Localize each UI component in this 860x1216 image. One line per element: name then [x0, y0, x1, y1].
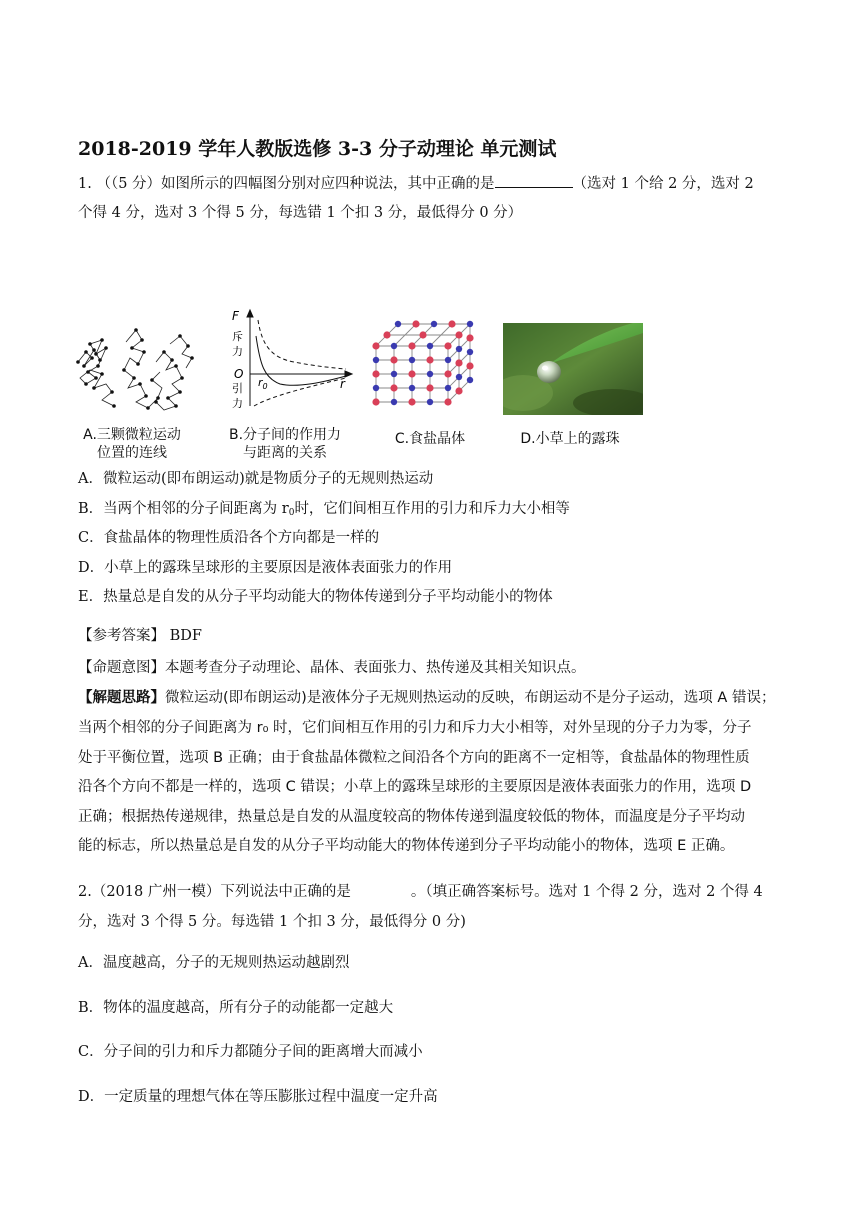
answer-label: 【参考答案】 — [78, 628, 165, 644]
q2-option-a: A．温度越高，分子的无规则热运动越剧烈 — [78, 955, 350, 971]
label-repulsion-1: 斥 — [232, 330, 243, 343]
figure-b-caption: B.分子间的作用力 与距离的关系 — [228, 427, 342, 461]
origin-label: O — [234, 367, 244, 381]
intent-label: 【命题意图】 — [78, 660, 165, 676]
q1-analysis-line6: 能的标志，所以热量总是自发的从分子平均动能大的物体传递到分子平均动能小的物体，选项 E 正确。 — [78, 838, 735, 854]
q1-option-c: C．食盐晶体的物理性质沿各个方向都是一样的 — [78, 530, 380, 546]
figure-d-caption: D.小草上的露珠 — [520, 431, 620, 447]
label-attraction-2: 力 — [232, 397, 243, 410]
analysis-label: 【解题思路】 — [78, 690, 165, 706]
q1-stem-scoring: （选对 1 个给 2 分，选对 2 — [572, 176, 754, 192]
q1-stem-text: 1. （（5 分）如图所示的四幅图分别对应四种说法，其中正确的是 — [78, 176, 495, 192]
q1-analysis-line5: 正确；根据热传递规律，热量总是自发的从温度较高的物体传递到温度较低的物体，而温度是分子平均动 — [78, 809, 745, 825]
q1-analysis-line2: 当两个相邻的分子间距离为 r₀ 时，它们间相互作用的引力和斥力大小相等，对外呈现的分子力为零，分子 — [78, 720, 752, 736]
label-repulsion-2: 力 — [232, 345, 243, 358]
q2-stem-line1: 2.（2018 广州一模）下列说法中正确的是 。（填正确答案标号。选对 1 个得 2 分，选对 2 个得 4 — [78, 884, 763, 900]
document-title: 2018-2019 学年人教版选修 3-3 分子动理论 单元测试 — [78, 138, 557, 160]
axis-label-f: F — [232, 309, 239, 323]
net-force-curve — [256, 336, 346, 385]
axis-label-r: r — [340, 377, 345, 391]
q2-option-b: B．物体的温度越高，所有分子的动能都一定越大 — [78, 1000, 394, 1016]
q1-option-e: E．热量总是自发的从分子平均动能大的物体传递到分子平均动能小的物体 — [78, 589, 553, 605]
q2-option-c: C．分子间的引力和斥力都随分子间的距离增大而减小 — [78, 1044, 423, 1060]
brownian-motion-figure — [72, 322, 196, 414]
dewdrop-photo — [503, 323, 643, 415]
q1-reference-answer — [78, 624, 202, 645]
label-attraction-1: 引 — [232, 382, 243, 395]
r0-label: $r_0$ — [258, 376, 268, 391]
answer-value: BDF — [169, 628, 202, 644]
y-axis-arrow — [247, 310, 253, 317]
particle-positions — [76, 328, 194, 410]
q1-stem-line2: 个得 4 分，选对 3 个得 5 分，每选错 1 个扣 3 分，最低得分 0 分） — [78, 205, 523, 221]
repulsion-curve — [258, 320, 346, 369]
force-distance-graph — [224, 306, 356, 414]
q1-analysis-line1: 【解题思路】微粒运动(即布朗运动)是液体分子无规则热运动的反映，布朗运动不是分子运动，选项 A 错误； — [78, 690, 776, 706]
salt-crystal-lattice — [368, 316, 478, 414]
q2-option-d: D．一定质量的理想气体在等压膨胀过程中温度一定升高 — [78, 1089, 438, 1105]
q1-option-d: D．小草上的露珠呈球形的主要原因是液体表面张力的作用 — [78, 560, 453, 576]
intent-text: 本题考查分子动理论、晶体、表面张力、热传递及其相关知识点。 — [165, 660, 586, 676]
q1-intent — [78, 656, 586, 677]
figure-a-caption: A.三颗微粒运动 位置的连线 — [83, 427, 181, 461]
figure-c-caption: C.食盐晶体 — [394, 431, 466, 447]
lattice-ions — [372, 320, 473, 405]
q1-analysis-line4: 沿各个方向不都是一样的，选项 C 错误；小草上的露珠呈球形的主要原因是液体表面张力的作用，选项 D — [78, 779, 752, 795]
q1-stem-line1 — [78, 172, 754, 193]
attraction-curve — [254, 378, 346, 406]
q1-option-b: B．当两个相邻的分子间距离为 r0时，它们间相互作用的引力和斥力大小相等 — [78, 501, 570, 518]
q1-analysis-line3: 处于平衡位置，选项 B 正确；由于食盐晶体微粒之间沿各个方向的距离不一定相等，食盐晶体的物理性质 — [78, 750, 750, 766]
particle-paths — [78, 330, 192, 410]
dewdrop — [537, 361, 561, 383]
q1-option-a: A．微粒运动(即布朗运动)就是物质分子的无规则热运动 — [78, 471, 434, 487]
q2-stem-line2: 分，选对 3 个得 5 分。每选错 1 个扣 3 分，最低得分 0 分) — [78, 914, 466, 930]
q1-answer-blank — [495, 173, 573, 188]
x-axis-arrow — [345, 371, 352, 377]
